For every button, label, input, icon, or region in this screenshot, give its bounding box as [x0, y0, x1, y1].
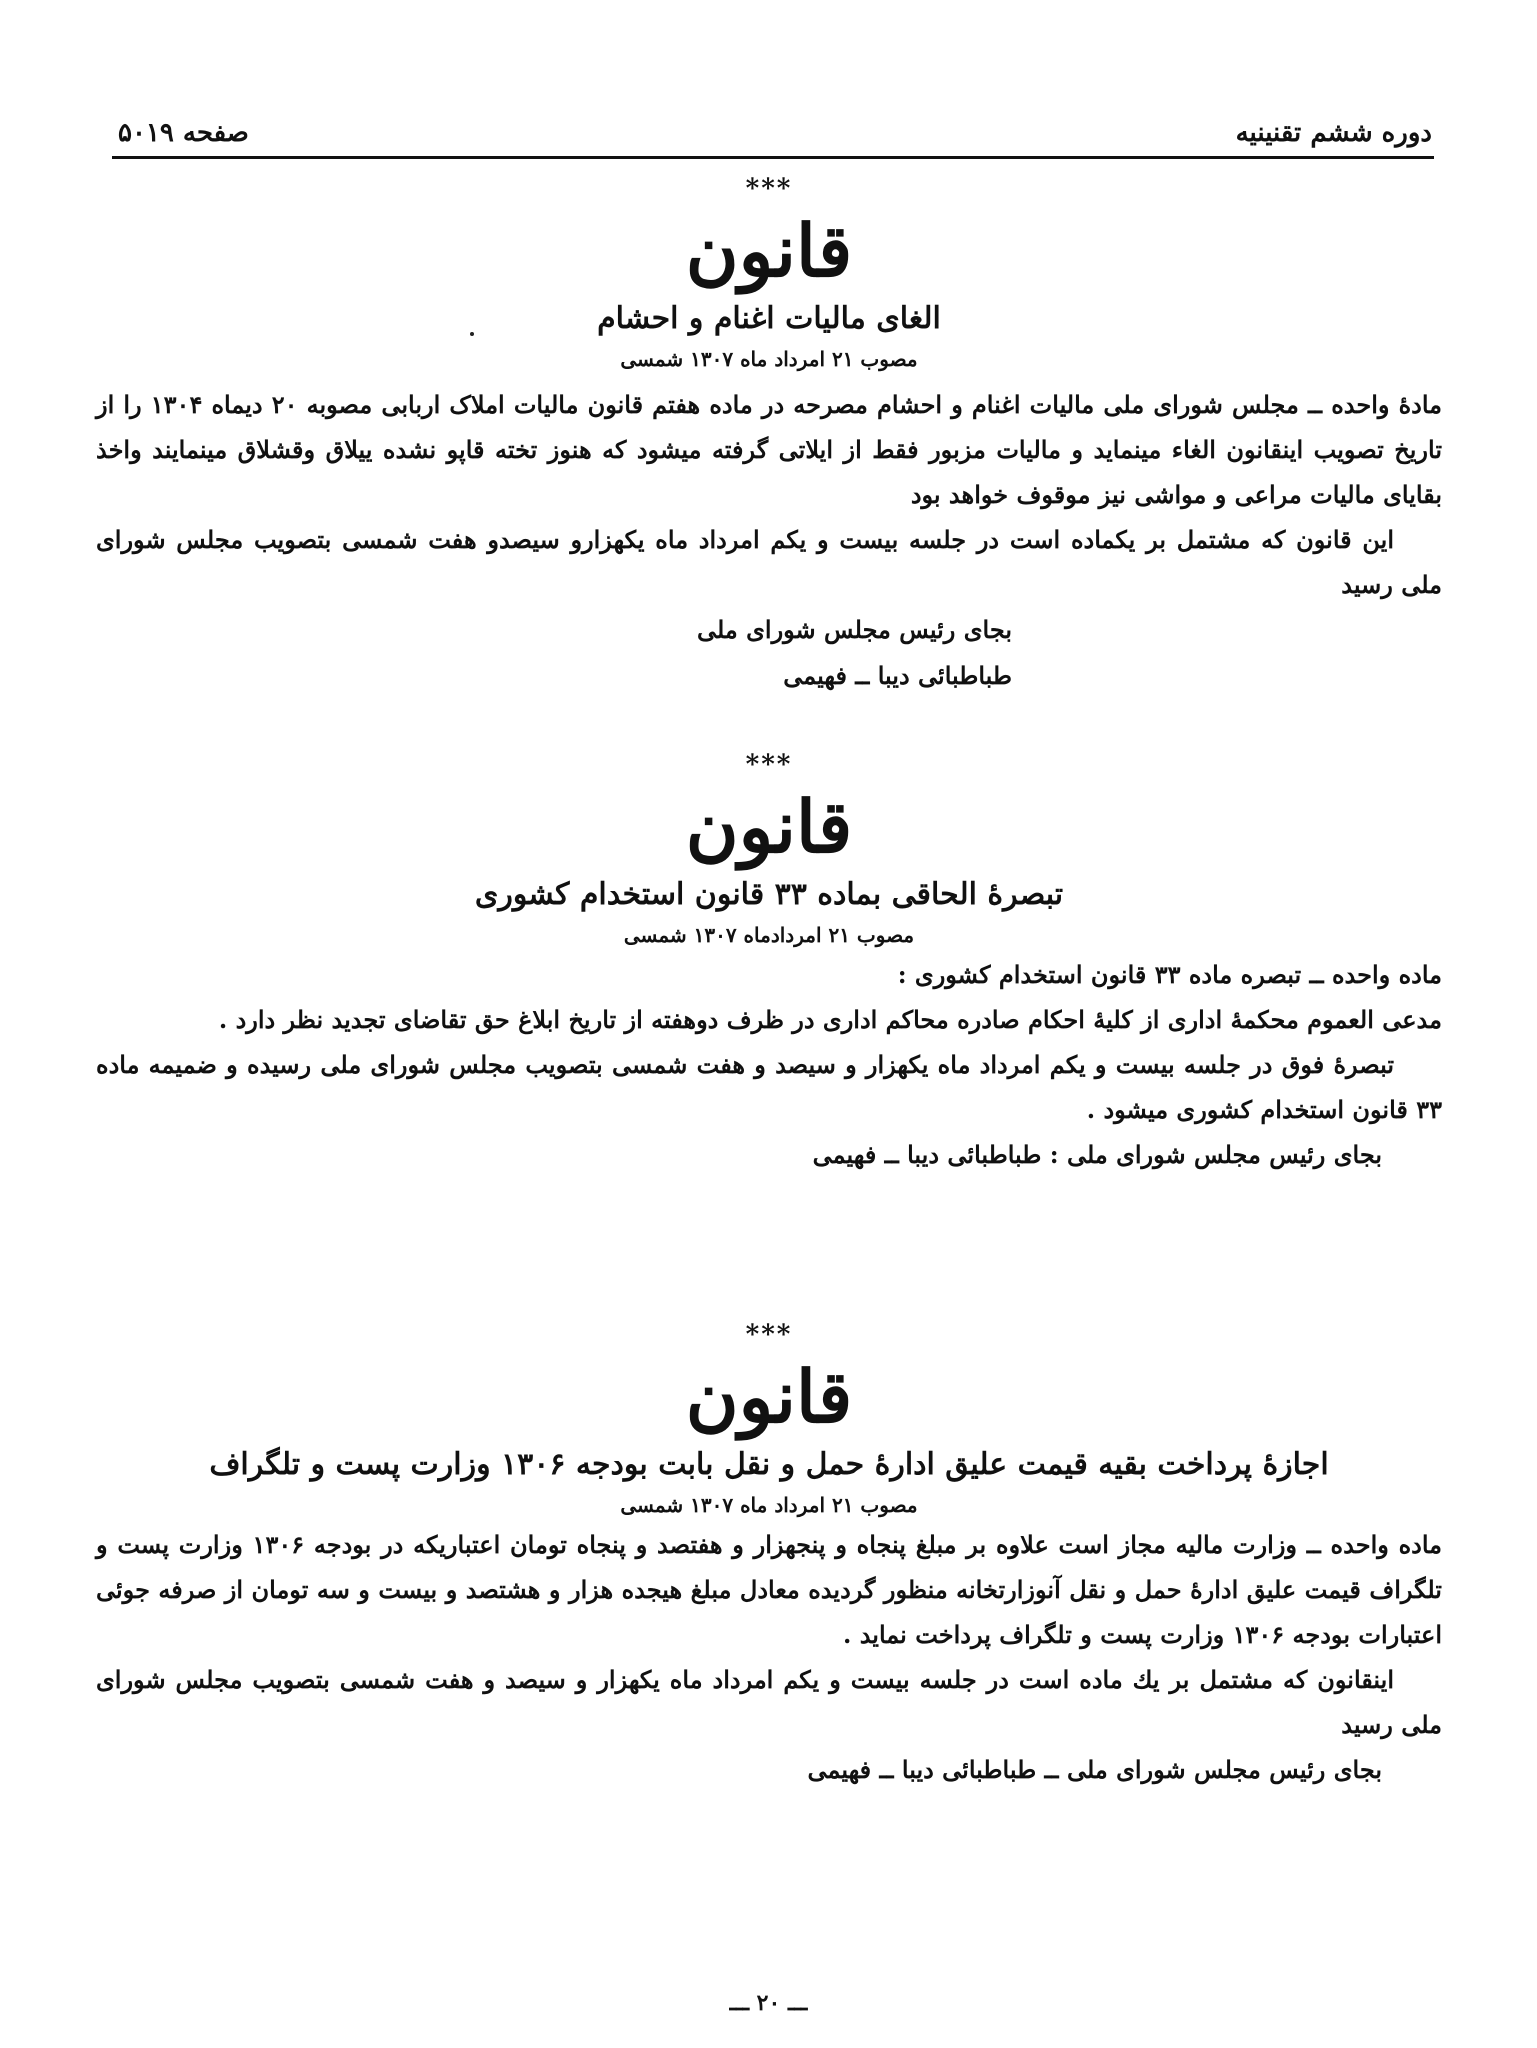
signature-role: بجای رئیس مجلس شورای ملی [696, 615, 1012, 644]
article-text: مدعی العموم محکمهٔ اداری از کلیهٔ احکام صادره محاکم اداری در ظرف دوهفته از تاریخ ابلاغ حق تقاضای تجدید نظر دارد . [218, 1005, 1442, 1034]
law-subject: تبصرهٔ الحاقی بماده ۳۳ قانون استخدام کشوری [474, 877, 1064, 912]
approval-date: مصوب ۲۱ امرداد ماه ۱۳۰۷ شمسی [620, 347, 918, 371]
law-subject: الغای مالیات اغنام و احشام [597, 301, 941, 336]
footer-page-number: ـــ ۲۰ ـــ [729, 1990, 808, 2016]
article-heading: ماده واحده ــ تبصره ماده ۳۳ قانون استخدام کشوری : [897, 960, 1442, 989]
article-text: مادهٔ واحده ــ مجلس شورای ملی مالیات اغنام و احشام مصرحه در ماده هفتم قانون مالیات املاک اربابی مصوبه ۲۰ دیماه ۱۳۰۴ را از تاریخ تصویب اینقانون الغاء مینماید و مالیات مزبور فقط از ایلاتی گرفته میشود که هنوز تخته قاپو نشده ییلاق وقشلاق مینمایند واخذ بقایای مالیات مراعی و مواشی نیز موقوف خواهد بود [96, 390, 1443, 509]
law-section-1 [96, 172, 1442, 699]
series-title: دوره ششم تقنینیه [1235, 118, 1432, 148]
law-heading: قانون [685, 208, 853, 293]
section-ornament: *** [745, 750, 793, 780]
scan-speck [470, 332, 474, 336]
enactment-note: تبصرهٔ فوق در جلسه بیست و یکم امرداد ماه یکهزار و سیصد و هفت شمسی بتصویب مجلس شورای ملی رسیده و ضمیمه ماده ۳۳ قانون استخدام کشوری میشود . [96, 1050, 1442, 1124]
signature-line: بجای رئیس مجلس شورای ملی ــ طباطبائی دیبا ــ فهیمی [807, 1755, 1382, 1784]
enactment-note: اینقانون که مشتمل بر یك ماده است در جلسه بیست و یکم امرداد ماه یکهزار و سیصد و هفت شمسی بتصویب مجلس شورای ملی رسید [96, 1665, 1442, 1739]
law-section-3 [96, 1318, 1442, 1793]
signature-names: طباطبائی دیبا ــ فهیمی [783, 661, 1012, 690]
page-header [118, 108, 1432, 158]
approval-date: مصوب ۲۱ امرداد ماه ۱۳۰۷ شمسی [620, 1493, 918, 1517]
approval-date: مصوب ۲۱ امردادماه ۱۳۰۷ شمسی [623, 923, 915, 947]
signature-line: بجای رئیس مجلس شورای ملی : طباطبائی دیبا ــ فهیمی [812, 1140, 1382, 1169]
law-heading: قانون [685, 784, 853, 869]
section-ornament: *** [745, 174, 793, 204]
law-section-2 [96, 748, 1442, 1178]
section-ornament: *** [745, 1320, 793, 1350]
law-heading: قانون [685, 1354, 853, 1439]
header-divider [112, 156, 1434, 159]
signature-block [96, 607, 1442, 699]
enactment-note: این قانون که مشتمل بر یکماده است در جلسه بیست و یکم امرداد ماه یکهزارو سیصدو هفت شمسی بتصویب مجلس شورای ملی رسید [96, 525, 1442, 599]
page-number: صفحه ۵۰۱۹ [118, 118, 249, 148]
article-text: ماده واحده ــ وزارت مالیه مجاز است علاوه بر مبلغ پنجاه و پنجهزار و هفتصد و پنجاه تومان اعتباریکه در بودجه ۱۳۰۶ وزارت پست و تلگراف قیمت علیق ادارهٔ حمل و نقل آنوزارتخانه منظور گردیده معادل مبلغ هیجده هزار و هشتصد و بیست و سه تومان از صرفه جوئی اعتبارات بودجه ۱۳۰۶ وزارت پست و تلگراف پرداخت نماید . [96, 1530, 1443, 1649]
law-subject: اجازهٔ پرداخت بقیه قیمت علیق ادارهٔ حمل و نقل بابت بودجه ۱۳۰۶ وزارت پست و تلگراف [209, 1447, 1329, 1482]
